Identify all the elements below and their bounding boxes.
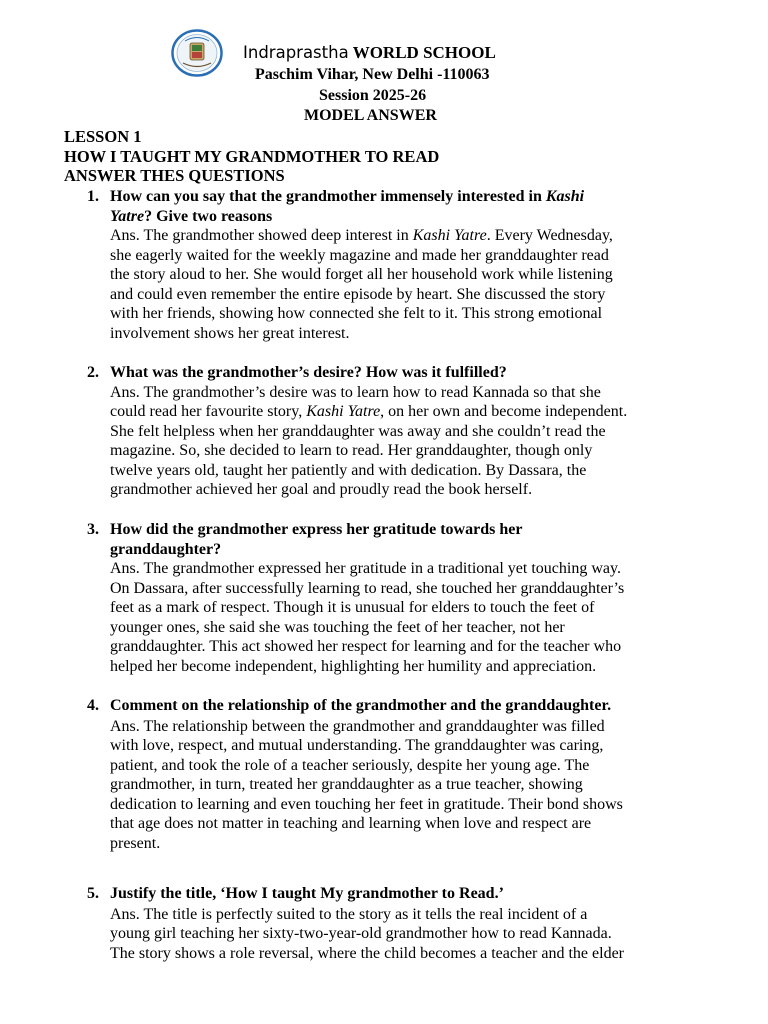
answer-line — [110, 814, 710, 834]
answer-text-part: . Every Wednesday, — [486, 227, 613, 244]
answer-text-part: grandmother, in turn, treated her granddaughter as a true teacher, showing — [110, 776, 583, 794]
answer-text-part: that age does not matter in teaching and learning when love and respect are — [110, 815, 592, 833]
answer-line — [110, 422, 710, 442]
answer-text-part: she eagerly waited for the weekly magazine and made her granddaughter read — [110, 246, 609, 264]
question-text — [110, 520, 710, 559]
answer-line — [110, 402, 710, 422]
answer-line — [110, 461, 710, 481]
answer-text-part: the story aloud to her. She would forget all her household work while listening — [110, 266, 613, 284]
answer-text-part: On Dassara, after successfully learning to read, she touched her granddaughter’s — [110, 579, 625, 597]
answer-line — [110, 559, 710, 579]
question-text: What was the grandmother’s desire? How was it fulfilled? — [110, 364, 507, 381]
answer-text-part: younger ones, she said she was touching the feet of her teacher, not her — [110, 618, 565, 636]
answer-line — [110, 383, 710, 403]
answer-line — [110, 226, 710, 246]
instruction: ANSWER THES QUESTIONS — [64, 166, 285, 185]
answer-italic-text: Kashi Yatre — [412, 227, 487, 244]
answer-text-part: Ans. The grandmother’s desire was to learn how to read Kannada so that she — [110, 383, 601, 401]
question-number: 5. — [87, 885, 99, 902]
answer-line — [110, 736, 710, 756]
question-number: 4. — [87, 697, 99, 714]
question-text-italic: Yatre — [110, 207, 145, 225]
question-text — [110, 187, 710, 226]
answer-text — [110, 559, 710, 677]
school-logo — [171, 29, 223, 77]
answer-text — [110, 717, 710, 854]
question-text-line: How did the grandmother express her gratitude towards her — [110, 521, 523, 538]
answer-text-part: Ans. The title is perfectly suited to the story as it tells the real incident of a — [110, 905, 588, 923]
question-text-part: How can you say that the grandmother immensely interested in — [110, 188, 546, 205]
answer-line — [110, 324, 710, 344]
lesson-number: LESSON 1 — [64, 127, 142, 146]
answer-text-part: and could even remember the entire episode by heart. She discussed the story — [110, 285, 606, 303]
answer-text-part: present. — [110, 835, 161, 853]
lesson-title: HOW I TAUGHT MY GRANDMOTHER TO READ — [64, 147, 440, 166]
answer-text — [110, 226, 710, 344]
answer-line — [110, 441, 710, 461]
answer-text-part: magazine. So, she decided to learn to read. Her granddaughter, though only — [110, 442, 593, 460]
answer-text-part: Ans. The grandmother showed deep interest in — [110, 227, 413, 244]
answer-text-part: dedication to learning and even touching her feet in gratitude. Their bond shows — [110, 795, 623, 813]
question-number: 3. — [87, 521, 99, 538]
question-number: 2. — [87, 364, 99, 381]
school-name — [243, 43, 496, 64]
answer-text-part: young girl teaching her sixty-two-year-old grandmother how to read Kannada. — [110, 925, 612, 943]
session-label: Session 2025-26 — [319, 87, 427, 104]
answer-line — [110, 657, 710, 677]
answer-line — [110, 618, 710, 638]
answer-text-part: Ans. The relationship between the grandmother and granddaughter was filled — [110, 717, 605, 735]
question-text: Justify the title, ‘How I taught My grandmother to Read.’ — [110, 885, 504, 902]
answer-line — [110, 246, 710, 266]
answer-italic-text: Kashi Yatre — [306, 403, 381, 421]
school-name-main: Indraprastha — [243, 43, 349, 62]
answer-text-part: grandmother achieved her goal and proudly read the book herself. — [110, 481, 533, 499]
answer-text-part: with love, respect, and mutual understanding. The granddaughter was caring, — [110, 737, 604, 755]
answer-text-part: could read her favourite story, — [110, 403, 307, 421]
answer-line — [110, 905, 710, 925]
answer-line — [110, 480, 710, 500]
answer-text-part: granddaughter. This act showed her respect for learning and for the teacher who — [110, 638, 622, 656]
answer-text-part: feet as a mark of respect. Though it is unusual for elders to touch the feet of — [110, 599, 595, 617]
answer-line — [110, 579, 710, 599]
answer-text — [110, 905, 710, 964]
answer-text-part: with her friends, showing how connected she felt to it. This strong emotional — [110, 305, 603, 323]
question-text: Comment on the relationship of the grandmother and the granddaughter. — [110, 697, 612, 714]
answer-line — [110, 304, 710, 324]
question-text-line: granddaughter? — [110, 540, 222, 558]
answer-text-part: She felt helpless when her granddaughter was away and she couldn’t read the — [110, 422, 606, 440]
answer-text-part: patient, and took the role of a teacher seriously, despite her young age. The — [110, 756, 590, 774]
answer-text-part: helped her become independent, highlighting her humility and appreciation. — [110, 657, 597, 675]
answer-text — [110, 383, 710, 501]
document-type: MODEL ANSWER — [304, 107, 437, 124]
answer-text-part: The story shows a role reversal, where the child becomes a teacher and the elder — [110, 944, 624, 962]
answer-line — [110, 598, 710, 618]
answer-text-part: Ans. The grandmother expressed her gratitude in a traditional yet touching way. — [110, 560, 621, 577]
answer-line — [110, 285, 710, 305]
answer-line — [110, 756, 710, 776]
answer-line — [110, 775, 710, 795]
answer-line — [110, 637, 710, 657]
school-address: Paschim Vihar, New Delhi -110063 — [255, 66, 490, 83]
answer-line — [110, 944, 710, 964]
school-name-suffix: WORLD SCHOOL — [352, 43, 496, 62]
answer-line — [110, 265, 710, 285]
answer-text-part: , on her own and become independent. — [380, 403, 628, 421]
answer-text-part: twelve years old, taught her patiently and with dedication. By Dassara, the — [110, 461, 587, 479]
question-text-part: ? Give two reasons — [144, 207, 273, 225]
answer-line — [110, 834, 710, 854]
question-number: 1. — [87, 188, 99, 205]
answer-line — [110, 795, 710, 815]
answer-text-part: involvement shows her great interest. — [110, 324, 350, 342]
answer-line — [110, 924, 710, 944]
answer-line — [110, 717, 710, 737]
question-text-italic: Kashi — [545, 188, 585, 205]
